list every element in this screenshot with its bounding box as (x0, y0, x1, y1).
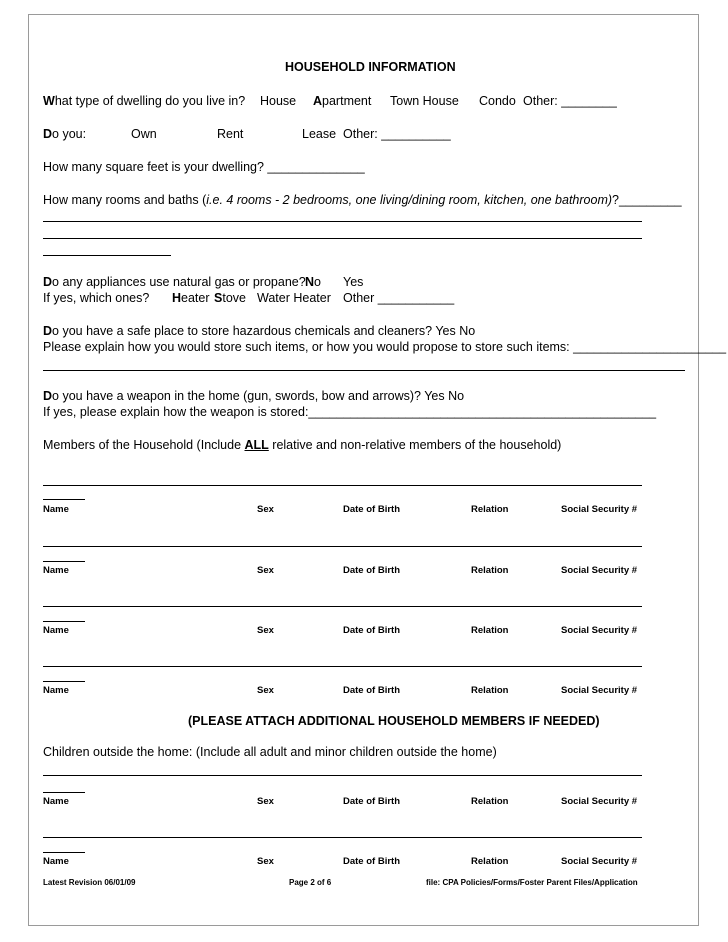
option-stove[interactable]: Stove (214, 291, 246, 305)
footer-revision: Latest Revision 06/01/09 (43, 878, 136, 887)
ownership-other-field[interactable]: Other: __________ (343, 127, 451, 141)
member-1-relation-label: Relation (471, 504, 509, 515)
member-2-name-label: Name (43, 565, 69, 576)
member-4-line[interactable] (43, 666, 642, 667)
chemicals-question: Do you have a safe place to store hazardous chemicals and cleaners? Yes No (43, 324, 476, 338)
rooms-question[interactable]: How many rooms and baths (i.e. 4 rooms - 2 bedrooms, one living/dining room, kitchen, one bathroom)?_________ (43, 193, 682, 207)
children-intro: Children outside the home: (Include all adult and minor children outside the home) (43, 745, 497, 759)
member-3-ssn-label: Social Security # (561, 625, 638, 636)
rooms-answer-line-1[interactable] (43, 221, 642, 222)
option-water-heater[interactable]: Water Heater (257, 291, 331, 305)
option-town-house[interactable]: Town House (390, 94, 459, 108)
child-2-line[interactable] (43, 837, 642, 838)
dwelling-question: What type of dwelling do you live in? (43, 94, 246, 108)
member-3-dob-label: Date of Birth (343, 625, 400, 636)
child-1-relation-label: Relation (471, 796, 509, 807)
child-2-line-end[interactable] (43, 852, 85, 853)
footer-page-number: Page 2 of 6 (289, 878, 332, 887)
chemicals-answer-line[interactable] (43, 370, 685, 371)
child-2-ssn-label: Social Security # (561, 856, 638, 867)
rooms-answer-line-2[interactable] (43, 238, 642, 239)
members-intro: Members of the Household (Include ALL relative and non-relative members of the household) (43, 438, 562, 452)
member-1-line[interactable] (43, 485, 642, 486)
option-gas-no[interactable]: No (305, 275, 321, 289)
child-2-dob-label: Date of Birth (343, 856, 400, 867)
weapon-explain-field[interactable]: If yes, please explain how the weapon is stored:__________________________________________________ (43, 405, 657, 419)
member-3-name-label: Name (43, 625, 69, 636)
member-1-dob-label: Date of Birth (343, 504, 400, 515)
member-3-relation-label: Relation (471, 625, 509, 636)
gas-other-field[interactable]: Other ___________ (343, 291, 455, 305)
footer-file-path: file: CPA Policies/Forms/Foster Parent Files/Application (426, 878, 638, 887)
member-2-ssn-label: Social Security # (561, 565, 638, 576)
square-feet-field[interactable]: How many square feet is your dwelling? ______________ (43, 160, 365, 174)
option-heater[interactable]: Heater (172, 291, 210, 305)
member-3-line-end[interactable] (43, 621, 85, 622)
member-4-line-end[interactable] (43, 681, 85, 682)
member-1-ssn-label: Social Security # (561, 504, 638, 515)
child-1-sex-label: Sex (257, 796, 274, 807)
member-4-relation-label: Relation (471, 685, 509, 696)
child-2-relation-label: Relation (471, 856, 509, 867)
option-gas-yes[interactable]: Yes (343, 275, 364, 289)
gas-question: Do any appliances use natural gas or propane? (43, 275, 306, 289)
member-4-sex-label: Sex (257, 685, 274, 696)
member-1-name-label: Name (43, 504, 69, 515)
member-2-relation-label: Relation (471, 565, 509, 576)
option-condo[interactable]: Condo (479, 94, 516, 108)
gas-which-label: If yes, which ones? (43, 291, 150, 305)
member-2-line-end[interactable] (43, 561, 85, 562)
form-page-border (28, 14, 699, 926)
member-4-name-label: Name (43, 685, 69, 696)
member-3-sex-label: Sex (257, 625, 274, 636)
member-3-line[interactable] (43, 606, 642, 607)
rooms-answer-line-3[interactable] (43, 255, 171, 256)
child-1-dob-label: Date of Birth (343, 796, 400, 807)
member-4-dob-label: Date of Birth (343, 685, 400, 696)
member-1-line-end[interactable] (43, 499, 85, 500)
weapon-question: Do you have a weapon in the home (gun, swords, bow and arrows)? Yes No (43, 389, 465, 403)
member-1-sex-label: Sex (257, 504, 274, 515)
option-own[interactable]: Own (131, 127, 157, 141)
option-lease[interactable]: Lease (302, 127, 337, 141)
member-2-line[interactable] (43, 546, 642, 547)
option-apartment[interactable]: Apartment (313, 94, 372, 108)
member-4-ssn-label: Social Security # (561, 685, 638, 696)
attach-note: (PLEASE ATTACH ADDITIONAL HOUSEHOLD MEMBERS IF NEEDED) (188, 714, 600, 728)
ownership-question: Do you: (43, 127, 87, 141)
dwelling-other-field[interactable]: Other: ________ (523, 94, 617, 108)
page-title: HOUSEHOLD INFORMATION (285, 60, 456, 74)
option-house[interactable]: House (260, 94, 297, 108)
child-2-name-label: Name (43, 856, 69, 867)
chemicals-explain-field[interactable]: Please explain how you would store such items, or how you would propose to store such items: ______________________ (43, 340, 727, 354)
child-2-sex-label: Sex (257, 856, 274, 867)
member-2-dob-label: Date of Birth (343, 565, 400, 576)
member-2-sex-label: Sex (257, 565, 274, 576)
child-1-line-end[interactable] (43, 792, 85, 793)
option-rent[interactable]: Rent (217, 127, 244, 141)
child-1-name-label: Name (43, 796, 69, 807)
child-1-ssn-label: Social Security # (561, 796, 638, 807)
child-1-line[interactable] (43, 775, 642, 776)
